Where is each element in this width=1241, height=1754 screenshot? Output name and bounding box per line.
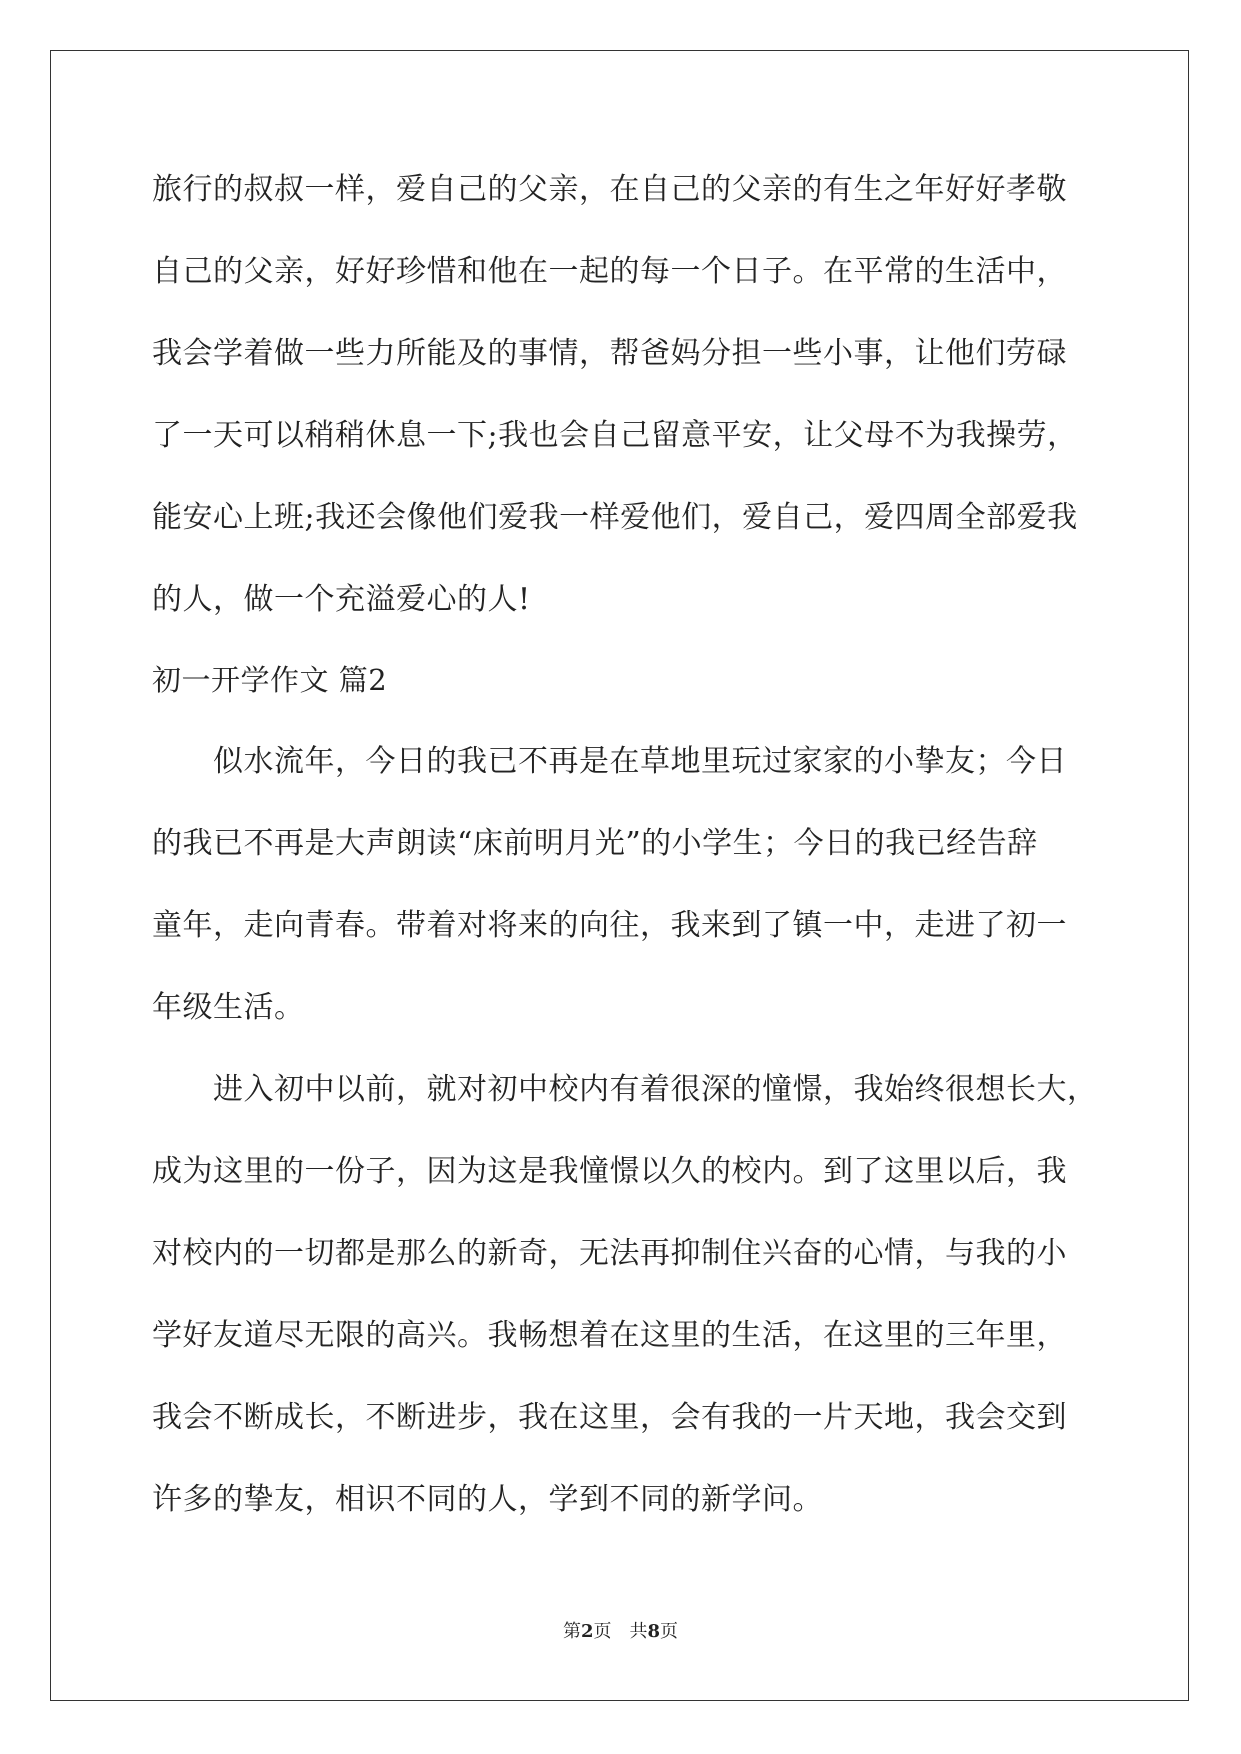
text-line: 似水流年，今日的我已不再是在草地里玩过家家的小挚友；今日 [213,744,1067,779]
text-line: 的我已不再是大声朗读“床前明月光”的小学生；今日的我已经告辞 [152,826,1038,861]
current-page-number: 2 [580,1621,594,1642]
text-line: 学好友道尽无限的高兴。我畅想着在这里的生活，在这里的三年里， [152,1318,1067,1353]
page-border [50,50,1189,1701]
text-line: 旅行的叔叔一样，爱自己的父亲，在自己的父亲的有生之年好好孝敬 [152,172,1067,207]
text-line: 年级生活。 [152,990,305,1025]
section-heading: 初一开学作文 篇2 [152,663,388,697]
page-number-footer [0,1620,1241,1644]
text-line: 许多的挚友，相识不同的人，学到不同的新学问。 [152,1482,823,1517]
text-line: 成为这里的一份子，因为这是我憧憬以久的校内。到了这里以后，我 [152,1154,1067,1189]
page-label-prefix: 第 [562,1621,581,1642]
text-line: 我会学着做一些力所能及的事情，帮爸妈分担一些小事，让他们劳碌 [152,336,1067,371]
text-line: 对校内的一切都是那么的新奇，无法再抑制住兴奋的心情，与我的小 [152,1236,1067,1271]
text-line: 童年，走向青春。带着对将来的向往，我来到了镇一中，走进了初一 [152,908,1067,943]
text-line: 进入初中以前，就对初中校内有着很深的憧憬，我始终很想长大， [213,1072,1098,1107]
text-line: 的人，做一个充溢爱心的人! [152,582,531,617]
text-line: 能安心上班;我还会像他们爱我一样爱他们，爱自己，爱四周全部爱我 [152,500,1078,535]
text-line: 我会不断成长，不断进步，我在这里，会有我的一片天地，我会交到 [152,1400,1067,1435]
text-line: 自己的父亲，好好珍惜和他在一起的每一个日子。在平常的生活中， [152,254,1067,289]
total-page-number: 8 [647,1621,661,1642]
page-label-suffix: 页 [660,1621,679,1642]
text-line: 了一天可以稍稍休息一下;我也会自己留意平安，让父母不为我操劳， [152,418,1078,453]
page-label-mid: 页 共 [593,1621,648,1642]
